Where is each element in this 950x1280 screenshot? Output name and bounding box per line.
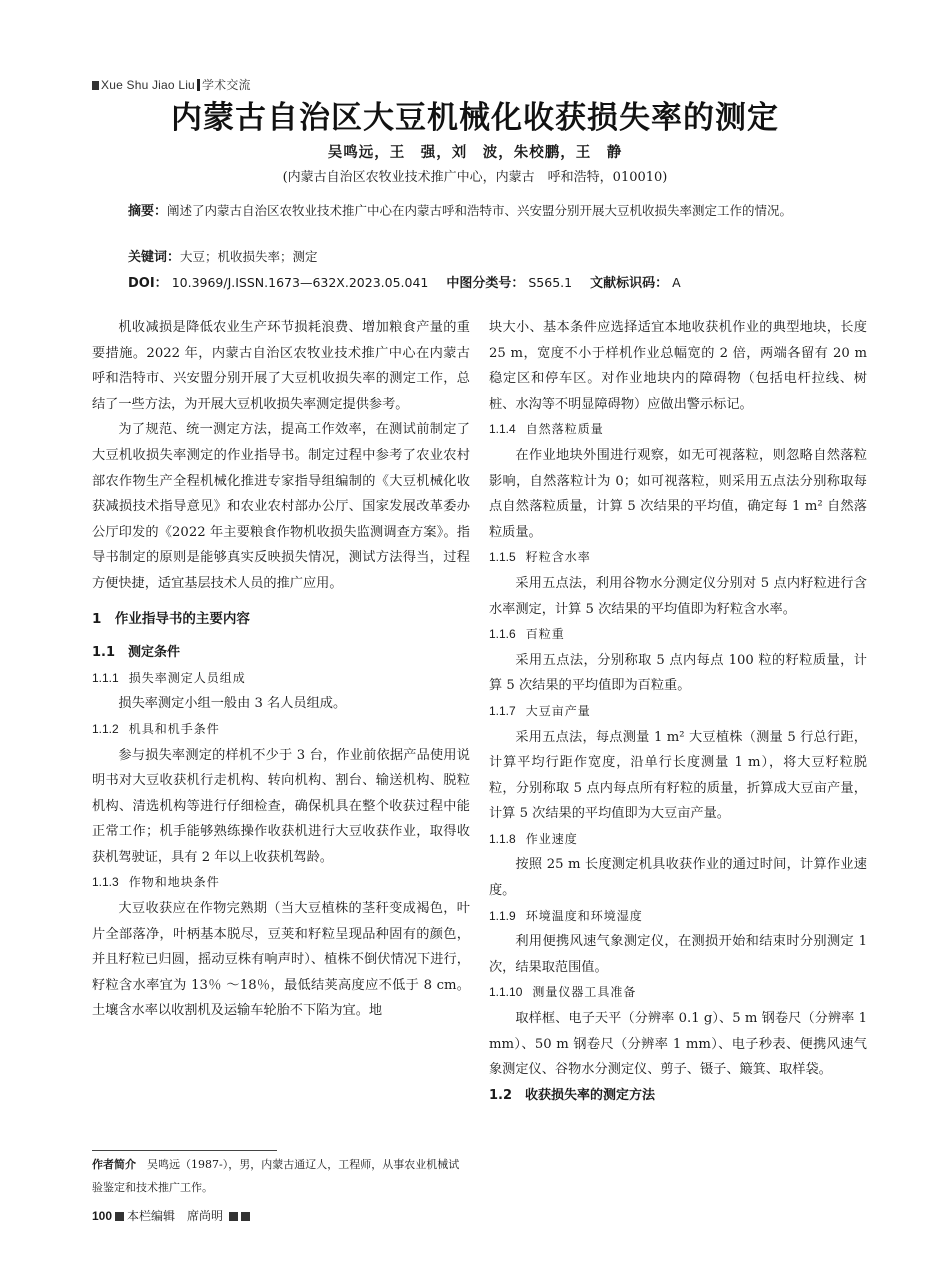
square-icon — [229, 1212, 238, 1221]
abstract — [128, 199, 838, 223]
editor-line: 本栏编辑 席尚明 — [127, 1209, 224, 1223]
heading-title: 籽粒含水率 — [525, 550, 591, 565]
square-icon — [115, 1212, 124, 1221]
heading-number: 1.1.10 — [489, 985, 523, 1000]
article-title: 内蒙古自治区大豆机械化收获损失率的测定 — [171, 100, 779, 136]
paragraph: 机收减损是降低农业生产环节损耗浪费、增加粮食产量的重要措施。2022 年，内蒙古自治区农牧业技术推广中心在内蒙古呼和浩特市、兴安盟分别开展了大豆机收损失率的测定工作，总结了一些方法，为开展大豆机收损失率测定提供参考。 — [92, 320, 470, 412]
heading-title: 自然落粒质量 — [525, 422, 604, 437]
doi-label: DOI： — [128, 276, 168, 291]
clc-label: 中图分类号： — [446, 276, 525, 291]
heading-number: 1.1.9 — [489, 908, 516, 923]
subsubsection-heading — [489, 904, 867, 930]
subsubsection-heading — [489, 545, 867, 571]
bar-icon — [197, 79, 200, 91]
footnote-label: 作者简介 — [92, 1158, 136, 1171]
subsubsection-heading — [489, 827, 867, 853]
heading-title: 作业速度 — [525, 831, 578, 846]
heading-title: 机具和机手条件 — [128, 721, 220, 736]
heading-number: 1.1.5 — [489, 550, 516, 565]
running-header — [92, 76, 251, 93]
paragraph: 采用五点法，利用谷物水分测定仪分别对 5 点内籽粒进行含水率测定，计算 5 次结果的平均值即为籽粒含水率。 — [489, 575, 867, 617]
heading-number: 1.1.3 — [92, 875, 119, 890]
doi-line — [128, 271, 838, 295]
subsubsection-heading — [92, 717, 470, 743]
running-header-zh: 学术交流 — [201, 78, 251, 92]
running-header-en: Xue Shu Jiao Liu — [101, 78, 195, 92]
heading-title: 测量仪器工具准备 — [532, 985, 637, 1000]
heading-title: 损失率测定人员组成 — [128, 670, 246, 685]
paragraph: 大豆收获应在作物完熟期（当大豆植株的茎秆变成褐色，叶片全部落净，叶柄基本脱尽，豆荚和籽粒呈现品种固有的颜色，并且籽粒已归圆，摇动豆株有响声时）、植株不倒伏情况下进行，籽粒含水率宜为 13％ ～18％，最低结荚高度应不低于 8 cm。土壤含水率以收割机及运输车轮胎不下陷为宜。地 — [92, 901, 470, 1019]
page-number: 100 — [92, 1209, 113, 1223]
square-icon — [92, 81, 99, 90]
paragraph: 采用五点法，分别称取 5 点内每点 100 粒的籽粒质量，计算 5 次结果的平均值即为百粒重。 — [489, 652, 867, 694]
paragraph: 参与损失率测定的样机不少于 3 台，作业前依据产品使用说明书对大豆收获机行走机构、转向机构、割台、输送机构、脱粒机构、清选机构等进行仔细检查，确保机具在整个收获过程中能正常工作；机手能够熟练操作收获机进行大豆收获作业，取得收获机驾驶证，具有 2 年以上收获机驾龄。 — [92, 747, 470, 865]
heading-title: 作物和地块条件 — [128, 875, 220, 890]
left-column — [92, 315, 470, 1024]
abstract-text: 阐述了内蒙古自治区农牧业技术推广中心在内蒙古呼和浩特市、兴安盟分别开展大豆机收损失率测定工作的情况。 — [167, 203, 793, 218]
page-footer — [92, 1207, 253, 1224]
subsubsection-heading — [489, 417, 867, 443]
subsubsection-heading — [489, 980, 867, 1006]
author-footnote — [92, 1153, 470, 1199]
heading-title: 百粒重 — [525, 627, 565, 642]
square-icon — [241, 1212, 250, 1221]
heading-title: 环境温度和环境湿度 — [525, 908, 643, 923]
paragraph: 损失率测定小组一般由 3 名人员组成。 — [118, 696, 347, 712]
subsubsection-heading — [489, 699, 867, 725]
paragraph: 块大小、基本条件应选择适宜本地收获机作业的典型地块，长度 25 m，宽度不小于样机作业总幅宽的 2 倍，两端各留有 20 m 稳定区和停车区。对作业地块内的障碍物（包括电杆拉线、树桩、水沟等不明显障碍物）应做出警示标记。 — [489, 320, 867, 412]
footnote-rule — [92, 1150, 277, 1151]
affiliation: (内蒙古自治区农牧业技术推广中心，内蒙古 呼和浩特，010010) — [282, 170, 668, 185]
subsection-heading: 1.2 收获损失率的测定方法 — [489, 1087, 656, 1103]
clc-value: S565.1 — [528, 275, 573, 290]
paragraph: 采用五点法，每点测量 1 m² 大豆植株（测量 5 行总行距，计算平均行距作宽度，沿单行长度测量 1 m），将大豆籽粒脱粒，分别称取 5 点内每点所有籽粒的质量，折算成大豆亩产量，计算 5 次结果的平均值即为大豆亩产量。 — [489, 729, 867, 822]
doi-value: 10.3969/J.ISSN.1673—632X.2023.05.041 — [171, 275, 429, 290]
abstract-label: 摘要： — [128, 204, 168, 219]
paragraph: 按照 25 m 长度测定机具收获作业的通过时间，计算作业速度。 — [489, 857, 867, 899]
paragraph: 取样框、电子天平（分辨率 0.1 g）、5 m 钢卷尺（分辨率 1 mm）、50 m 钢卷尺（分辨率 1 mm）、电子秒表、便携风速气象测定仪、谷物水分测定仪、剪子、镊子、簸箕、取样袋。 — [489, 1011, 867, 1078]
paragraph: 利用便携风速气象测定仪，在测损开始和结束时分别测定 1 次，结果取范围值。 — [489, 934, 867, 975]
section-heading: 1 作业指导书的主要内容 — [92, 610, 250, 627]
keywords — [128, 245, 838, 269]
subsection-heading: 1.1 测定条件 — [92, 645, 181, 661]
heading-number: 1.1.6 — [489, 627, 516, 642]
keywords-text: 大豆；机收损失率；测定 — [180, 249, 318, 264]
heading-title: 大豆亩产量 — [525, 703, 591, 718]
subsubsection-heading — [489, 622, 867, 648]
subsubsection-heading — [92, 870, 470, 896]
paragraph: 为了规范、统一测定方法，提高工作效率，在测试前制定了大豆机收损失率测定的作业指导书。制定过程中参考了农业农村部农作物生产全程机械化推进专家指导组编制的《大豆机械化收获减损技术指导意见》和农业农村部办公厅、国家发展改革委办公厅印发的《2022 年主要粮食作物机收损失监测调查方案》。指导书制定的原则是能够真实反映损失情况，测试方法得当，过程方便快捷，适宜基层技术人员的推广应用。 — [92, 422, 470, 591]
subsubsection-heading — [92, 666, 470, 692]
authors: 吴鸣远，王 强，刘 波，朱校鹏，王 静 — [327, 145, 623, 161]
heading-number: 1.1.7 — [489, 703, 516, 718]
heading-number: 1.1.8 — [489, 831, 516, 846]
doc-code-value: A — [672, 275, 681, 290]
heading-number: 1.1.1 — [92, 670, 119, 685]
paragraph: 在作业地块外围进行观察，如无可视落粒，则忽略自然落粒影响，自然落粒计为 0；如可视落粒，则采用五点法分别称取每点自然落粒质量，计算 5 次结果的平均值，确定每 1 m² 自然落粒质量。 — [489, 447, 867, 540]
right-column — [489, 315, 867, 1108]
doc-code-label: 文献标识码： — [590, 276, 669, 291]
keywords-label: 关键词： — [128, 250, 181, 265]
footnote-text: 吴鸣远（1987-），男，内蒙古通辽人，工程师，从事农业机械试验鉴定和技术推广工作。 — [92, 1158, 460, 1194]
heading-number: 1.1.2 — [92, 721, 119, 736]
heading-number: 1.1.4 — [489, 422, 516, 437]
